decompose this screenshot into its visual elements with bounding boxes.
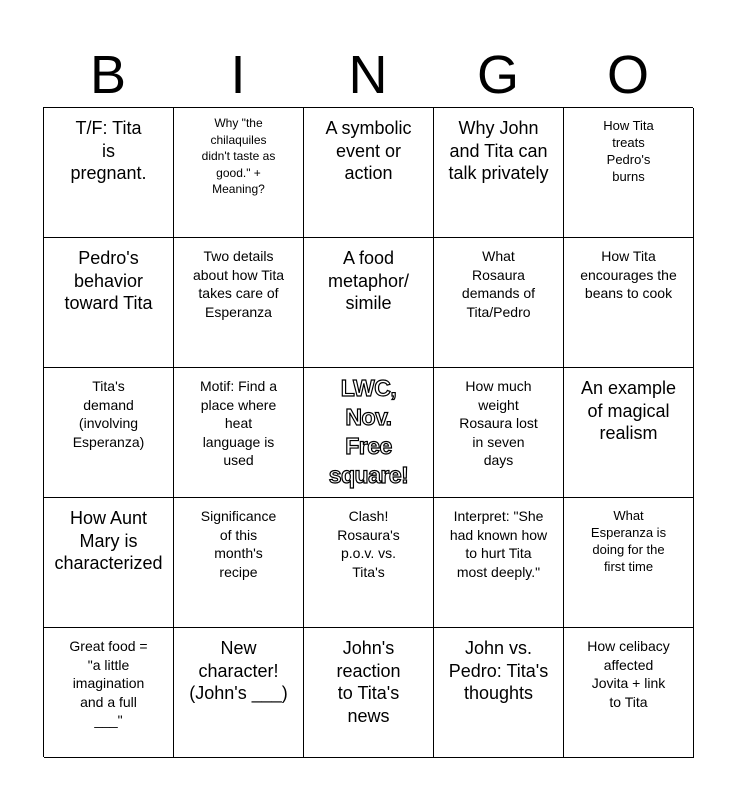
cell-text: Significance of this month's recipe (200, 508, 277, 580)
cell-text: Interpret: "She had known how to hurt Tita most deeply." (449, 508, 548, 580)
cell-text: How much weight Rosaura lost in seven days (459, 378, 538, 468)
cell-text: How Tita encourages the beans to cook (580, 248, 677, 301)
cell-text: How Tita treats Pedro's burns (603, 118, 654, 184)
cell-text: Clash! Rosaura's p.o.v. vs. Tita's (337, 508, 400, 580)
bingo-cell[interactable] (434, 238, 564, 368)
cell-text: How celibacy affected Jovita + link to Tita (587, 638, 670, 710)
bingo-card (43, 107, 693, 757)
bingo-cell[interactable] (434, 108, 564, 238)
header-letter-i: I (230, 45, 246, 105)
cell-text: Tita's demand (involving Esperanza) (72, 378, 145, 450)
bingo-cell[interactable] (304, 498, 434, 628)
header-letter-o: O (606, 45, 649, 105)
cell-text: Why "the chilaquiles didn't taste as good." + Meaning? (201, 116, 276, 196)
cell-text: What Rosaura demands of Tita/Pedro (461, 248, 536, 320)
cell-text: Motif: Find a place where heat language is used (199, 378, 278, 468)
bingo-cell[interactable] (174, 238, 304, 368)
free-square-text: LWC, Nov. Free square! (328, 375, 409, 488)
bingo-cell[interactable] (564, 628, 694, 758)
bingo-cell[interactable] (434, 498, 564, 628)
cell-text: Two details about how Tita takes care of Esperanza (192, 248, 285, 320)
free-square[interactable] (304, 368, 434, 498)
cell-text: Great food = "a little imagination and a full ___" (69, 638, 148, 728)
bingo-cell[interactable] (174, 628, 304, 758)
cell-text: Why John and Tita can talk privately (448, 118, 549, 183)
cell-text: An example of magical realism (580, 378, 677, 443)
cell-text: New character! (John's ___) (189, 638, 288, 703)
cell-text: A symbolic event or action (325, 118, 412, 183)
bingo-cell[interactable] (434, 628, 564, 758)
header-letter-n: N (348, 45, 388, 105)
bingo-cell[interactable] (174, 108, 304, 238)
bingo-header (43, 40, 693, 110)
cell-text: A food metaphor/ simile (327, 248, 410, 313)
bingo-cell[interactable] (564, 498, 694, 628)
bingo-cell[interactable] (44, 628, 174, 758)
bingo-cell[interactable] (564, 238, 694, 368)
bingo-cell[interactable] (304, 108, 434, 238)
cell-text: Pedro's behavior toward Tita (64, 248, 153, 313)
header-letter-g: G (476, 45, 519, 105)
bingo-cell[interactable] (44, 238, 174, 368)
bingo-cell[interactable] (434, 368, 564, 498)
bingo-cell[interactable] (44, 498, 174, 628)
header-letter-b: B (89, 45, 127, 105)
bingo-cell[interactable] (44, 108, 174, 238)
cell-text: T/F: Tita is pregnant. (70, 118, 147, 183)
cell-text: John vs. Pedro: Tita's thoughts (448, 638, 549, 703)
cell-text: John's reaction to Tita's news (336, 638, 401, 726)
bingo-cell[interactable] (304, 238, 434, 368)
bingo-cell[interactable] (564, 108, 694, 238)
bingo-cell[interactable] (44, 368, 174, 498)
cell-text: What Esperanza is doing for the first time (590, 508, 667, 574)
bingo-cell[interactable] (174, 498, 304, 628)
bingo-cell[interactable] (564, 368, 694, 498)
cell-text: How Aunt Mary is characterized (54, 508, 163, 573)
bingo-cell[interactable] (304, 628, 434, 758)
bingo-cell[interactable] (174, 368, 304, 498)
